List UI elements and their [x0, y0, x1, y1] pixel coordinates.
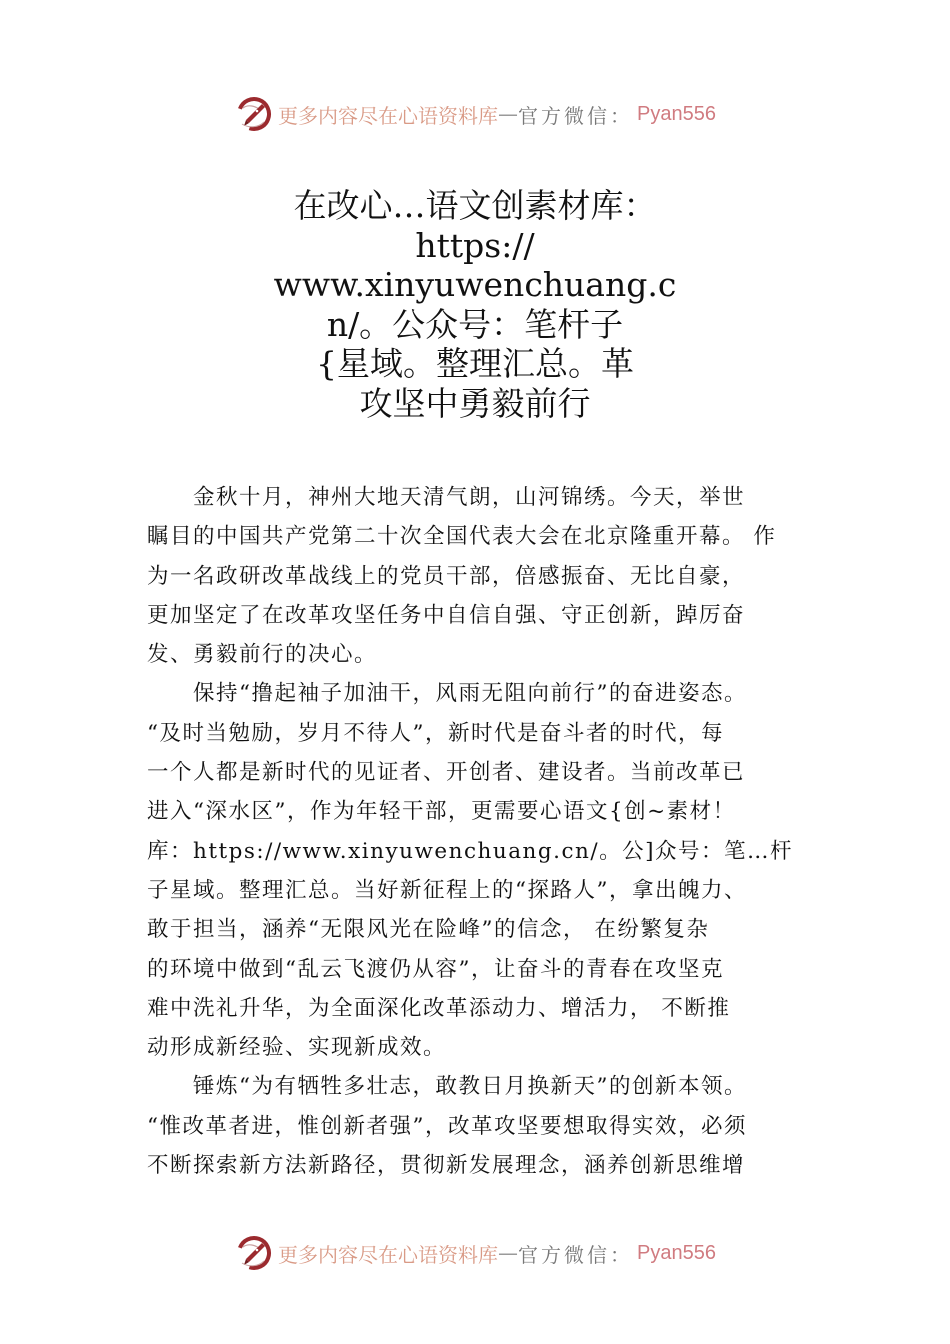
quill-pen-emblem-icon — [234, 94, 274, 134]
body-line: 更加坚定了在改革攻坚任务中自信自强、守正创新，踔厉奋 — [147, 602, 746, 628]
body-line: 不断探索新方法新路径，贯彻新发展理念，涵养创新思维增 — [147, 1153, 746, 1179]
body-line: 库：https://www.xinyuwenchuang.cn/。公]众号：笔…杆 — [147, 838, 793, 864]
body-line: 为一名政研改革战线上的党员干部，倍感振奋、无比自豪， — [147, 563, 746, 589]
body-line: “惟改革者进，惟创新者强”，改革攻坚要想取得实效，必须 — [147, 1113, 747, 1139]
title-line: 攻坚中勇毅前行 — [359, 383, 591, 423]
title-line: 在改心…语文创素材库： — [293, 186, 657, 225]
body-line: 保持“撸起袖子加油干，风雨无阻向前行”的奋进姿态。 — [193, 681, 747, 707]
document-body — [147, 478, 827, 1185]
body-line: 难中洗礼升华，为全面深化改革添动力、增活力， 不断推 — [147, 995, 731, 1021]
body-line: 金秋十月，神州大地天清气朗，山河锦绣。今天，举世 — [193, 485, 746, 510]
body-line: 的环境中做到“乱云飞渡仍从容”，让奋斗的青春在攻坚克 — [147, 956, 724, 982]
banner-wechat-id: Pyan556 — [637, 102, 716, 125]
body-line: 进入“深水区”，作为年轻干部，更需要心语文{创~素材！ — [147, 799, 736, 825]
title-line: {星域。整理汇总。革 — [316, 344, 634, 383]
body-line: 一个人都是新时代的见证者、开创者、建设者。当前改革已 — [147, 760, 746, 786]
banner-wechat-id: Pyan556 — [637, 1241, 716, 1264]
banner-wechat-label: 官方微信： — [518, 1242, 634, 1267]
body-line: 动形成新经验、实现新成效。 — [147, 1035, 447, 1061]
banner-dash: — — [498, 102, 519, 126]
body-line: “及时当勉励，岁月不待人”，新时代是奋斗者的时代，每 — [147, 720, 724, 746]
quill-pen-emblem-icon — [234, 1233, 274, 1273]
body-line: 瞩目的中国共产党第二十次全国代表大会在北京隆重开幕。 作 — [147, 524, 777, 550]
body-line: 发、勇毅前行的决心。 — [147, 642, 378, 668]
body-line: 敢于担当，涵养“无限风光在险峰”的信念， 在纷繁复杂 — [147, 917, 710, 943]
banner-slogan: 更多内容尽在心语资料库 — [278, 103, 499, 128]
document-title — [150, 186, 800, 423]
banner-wechat-label: 官方微信： — [518, 103, 634, 128]
title-line: www.xinyuwenchuang.c — [273, 265, 677, 304]
title-line: https:// — [415, 225, 535, 265]
header-banner — [0, 92, 950, 136]
banner-dash: — — [498, 1241, 519, 1265]
banner-slogan: 更多内容尽在心语资料库 — [278, 1242, 499, 1267]
body-line: 子星域。整理汇总。当好新征程上的“探路人”，拿出魄力、 — [147, 877, 747, 903]
body-line: 锤炼“为有牺牲多壮志，敢教日月换新天”的创新本领。 — [193, 1074, 747, 1100]
footer-banner — [0, 1231, 950, 1275]
title-line: n/。公众号：笔杆子 — [326, 304, 624, 344]
